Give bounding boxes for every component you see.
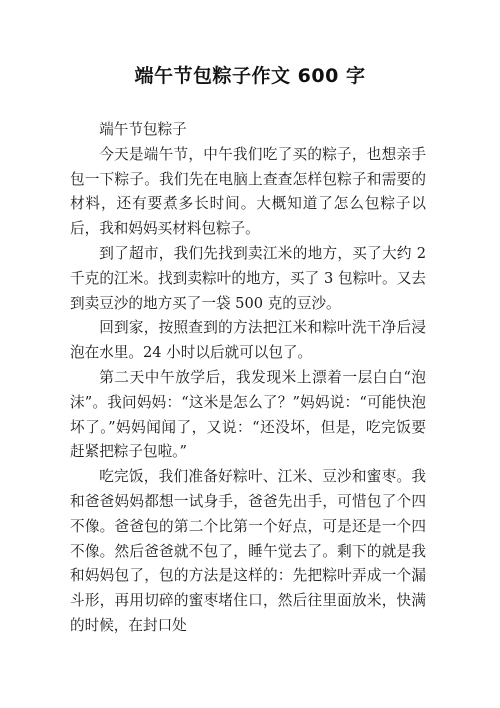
essay-subtitle: 端午节包粽子	[99, 121, 187, 138]
document-title: 端午节包粽子作文 600 字	[134, 65, 366, 87]
paragraph: 到了超市，我们先找到卖江米的地方，买了大约 2 千克的江米。找到卖粽叶的地方，买了 3 包粽叶。又去到卖豆沙的地方买了一袋 500 克的豆沙。	[70, 244, 426, 312]
paragraph: 回到家，按照查到的方法把江米和粽叶洗干净后浸泡在水里。24 小时以后就可以包了。	[70, 319, 426, 362]
paragraph: 第二天中午放学后，我发现米上漂着一层白白“泡沫”。我问妈妈：“这米是怎么了？”妈妈说：“可能快泡坏了。”妈妈闻闻了，又说：“还没坏，但是，吃完饭要赶紧把粽子包啦。”	[70, 368, 426, 461]
paragraph: 今天是端午节，中午我们吃了买的粽子，也想亲手包一下粽子。我们先在电脑上查查怎样包粽子和需要的材料，还有要煮多长时间。大概知道了怎么包粽子以后，我和妈妈买材料包粽子。	[70, 145, 426, 238]
document-body	[70, 118, 426, 639]
paragraph: 吃完饭，我们准备好粽叶、江米、豆沙和蜜枣。我和爸爸妈妈都想一试身手，爸爸先出手，可惜包了个四不像。爸爸包的第二个比第一个好点，可是还是一个四不像。然后爸爸就不包了，睡午觉去了。剩下的就是我和妈妈包了，包的方法是这样的：先把粽叶弄成一个漏斗形，再用切碎的蜜枣堵住口，然后往里面放米，快满的时候，在封口处	[70, 468, 426, 634]
